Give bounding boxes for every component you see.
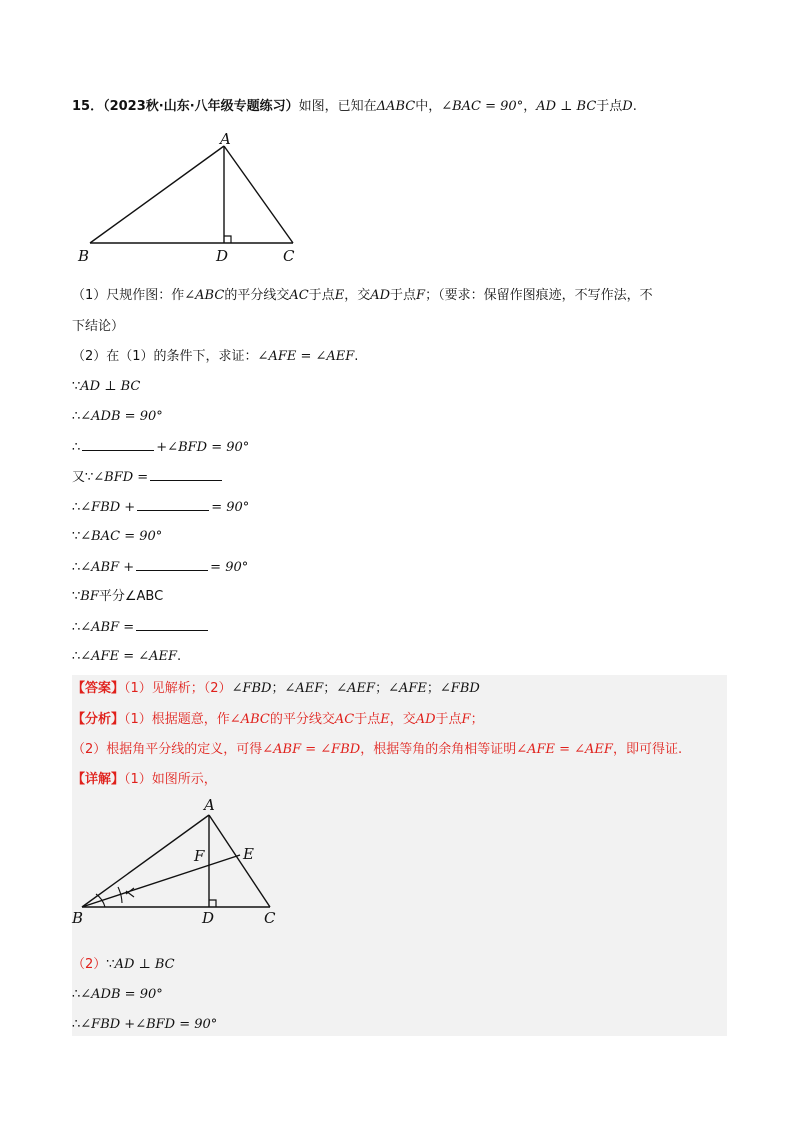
answer-blank-2[interactable]	[150, 468, 222, 481]
answer-blank-4[interactable]	[136, 558, 208, 571]
answer-blank-1[interactable]	[82, 438, 154, 451]
proof-line-6: ∵∠BAC = 90°	[72, 529, 163, 544]
detail-part2-line1: （2）∵AD ⊥ BC	[72, 957, 175, 972]
part2-line: （2）在（1）的条件下，求证：∠AFE = ∠AEF.	[72, 349, 359, 364]
answer-line: 【答案】（1）见解析；（2）∠FBD；∠AEF；∠AEF；∠AFE；∠FBD	[72, 681, 480, 696]
detail-part2-line2: ∴∠ADB = 90°	[72, 987, 163, 1002]
analysis-line2: （2）根据角平分线的定义，可得∠ABF = ∠FBD，根据等角的余角相等证明∠AFE = ∠AEF，即可得证.	[72, 742, 683, 757]
label2-A: A	[204, 796, 215, 814]
label2-F: F	[194, 847, 205, 865]
proof-line-1: ∵AD ⊥ BC	[72, 379, 141, 394]
problem-statement: 15．（2023秋·山东·八年级专题练习）如图，已知在ΔABC中，∠BAC = 90°，AD ⊥ BC于点D.	[72, 99, 637, 114]
proof-line-8: ∵BF平分∠ABC	[72, 589, 164, 604]
detail-line: 【详解】（1）如图所示，	[72, 772, 217, 787]
part1-line1: （1）尺规作图：作∠ABC的平分线交AC于点E，交AD于点F；（要求：保留作图痕迹，不写作法，不	[72, 288, 653, 303]
label2-C: C	[264, 909, 276, 927]
proof-line-2: ∴∠ADB = 90°	[72, 409, 163, 424]
bisector-figure	[70, 795, 290, 930]
label-D: D	[216, 247, 229, 265]
triangle-figure	[70, 130, 310, 270]
triangle-symbol: ΔABC	[376, 99, 416, 114]
label-B: B	[78, 247, 90, 265]
label-C: C	[283, 247, 295, 265]
label2-D: D	[202, 909, 215, 927]
problem-source: （2023秋·山东·八年级专题练习）	[103, 99, 299, 114]
proof-line-10: ∴∠AFE = ∠AEF.	[72, 649, 182, 664]
answer-tag: 【答案】	[72, 681, 125, 696]
detail-part2-line3: ∴∠FBD +∠BFD = 90°	[72, 1017, 218, 1032]
proof-line-4: 又∵∠BFD =	[72, 468, 224, 487]
problem-number: 15．	[72, 99, 104, 114]
detail-tag: 【详解】	[72, 772, 125, 787]
proof-line-5: ∴∠FBD + = 90°	[72, 500, 250, 515]
label2-B: B	[72, 909, 84, 927]
label-A: A	[220, 130, 231, 148]
label2-E: E	[243, 845, 254, 863]
answer-blank-5[interactable]	[136, 618, 208, 631]
proof-line-3: ∴ +∠BFD = 90°	[72, 440, 250, 455]
proof-line-7: ∴∠ABF + = 90°	[72, 560, 249, 575]
part1-line2: 下结论）	[72, 319, 125, 334]
answer-blank-3[interactable]	[137, 498, 209, 511]
proof-line-9: ∴∠ABF =	[72, 618, 210, 637]
analysis-line1: 【分析】（1）根据题意，作∠ABC的平分线交AC于点E，交AD于点F；	[72, 712, 484, 727]
analysis-tag: 【分析】	[72, 712, 125, 727]
